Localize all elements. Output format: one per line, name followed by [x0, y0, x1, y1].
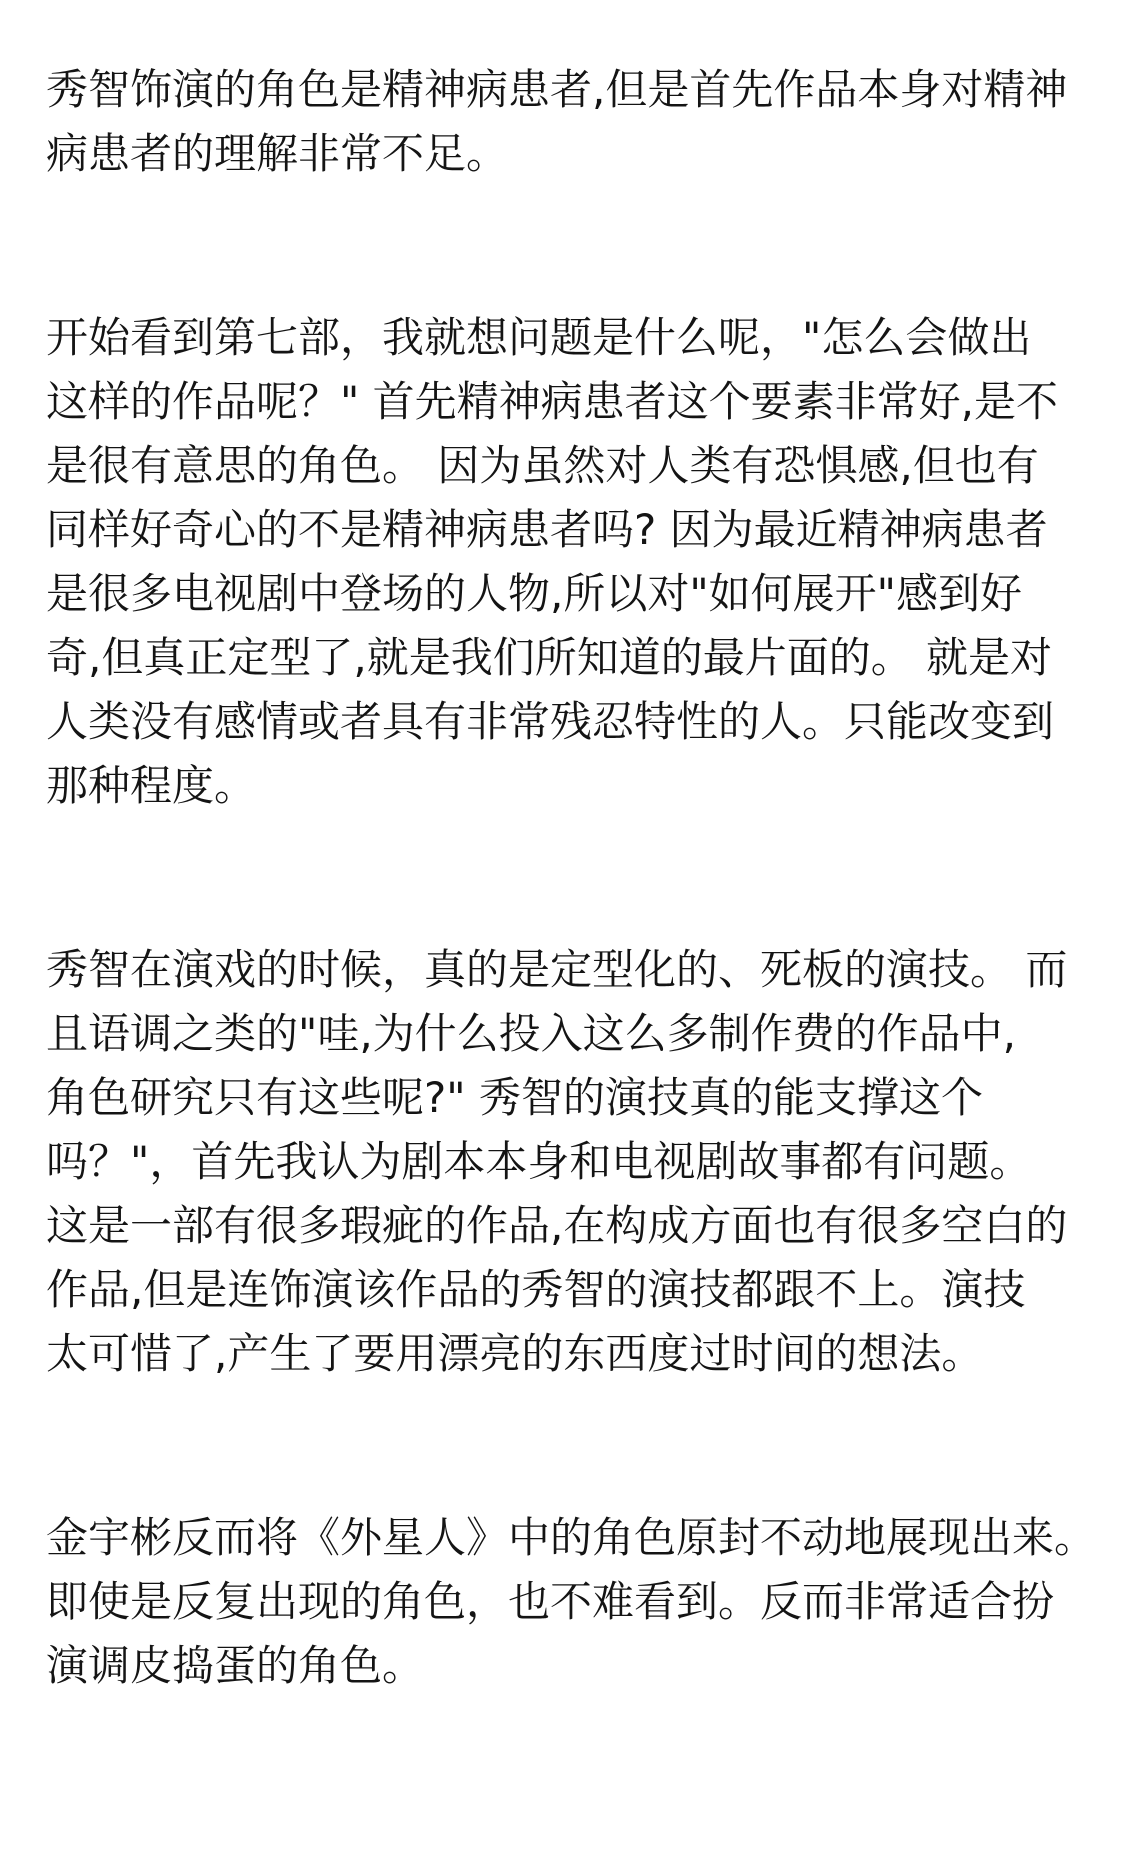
text-line: 角色研究只有这些呢?" 秀智的演技真的能支撑这个 — [46, 1073, 983, 1122]
text-line: 同样好奇心的不是精神病患者吗? 因为最近精神病患者 — [46, 505, 1048, 554]
text-line: 作品,但是连饰演该作品的秀智的演技都跟不上。演技 — [46, 1265, 1026, 1314]
text-line: 且语调之类的"哇,为什么投入这么多制作费的作品中, — [46, 1009, 1017, 1058]
paragraph-1 — [46, 58, 1086, 186]
paragraph-4 — [46, 1506, 1097, 1698]
paragraph-spacer — [46, 818, 1086, 938]
text-line: 吗？"，首先我认为剧本本身和电视剧故事都有问题。 — [46, 1137, 1032, 1186]
text-line: 奇,但真正定型了,就是我们所知道的最片面的。 就是对 — [46, 633, 1053, 682]
paragraph-2 — [46, 306, 1086, 818]
text-line: 病患者的理解非常不足。 — [46, 129, 509, 178]
article-body — [46, 58, 1097, 1698]
text-line: 是很有意思的角色。 因为虽然对人类有恐惧感,但也有 — [46, 441, 1039, 490]
text-line: 开始看到第七部，我就想问题是什么呢，"怎么会做出 — [46, 313, 1032, 362]
text-line: 秀智在演戏的时候，真的是定型化的、死板的演技。 而 — [46, 945, 1068, 994]
paragraph-spacer — [46, 1386, 1086, 1506]
text-line: 是很多电视剧中登场的人物,所以对"如何展开"感到好 — [46, 569, 1022, 618]
text-line: 这样的作品呢？" 首先精神病患者这个要素非常好,是不 — [46, 377, 1059, 426]
text-line: 那种程度。 — [46, 761, 257, 810]
text-line: 演调皮捣蛋的角色。 — [46, 1641, 425, 1690]
paragraph-3 — [46, 938, 1086, 1386]
text-line: 金宇彬反而将《外星人》中的角色原封不动地展现出来。 — [46, 1513, 1097, 1562]
text-line: 这是一部有很多瑕疵的作品,在构成方面也有很多空白的 — [46, 1201, 1068, 1250]
text-line: 秀智饰演的角色是精神病患者,但是首先作品本身对精神 — [46, 65, 1068, 114]
text-line: 即使是反复出现的角色，也不难看到。反而非常适合扮 — [46, 1577, 1055, 1626]
paragraph-spacer — [46, 186, 1086, 306]
text-line: 人类没有感情或者具有非常残忍特性的人。只能改变到 — [46, 697, 1055, 746]
text-line: 太可惜了,产生了要用漂亮的东西度过时间的想法。 — [46, 1329, 984, 1378]
